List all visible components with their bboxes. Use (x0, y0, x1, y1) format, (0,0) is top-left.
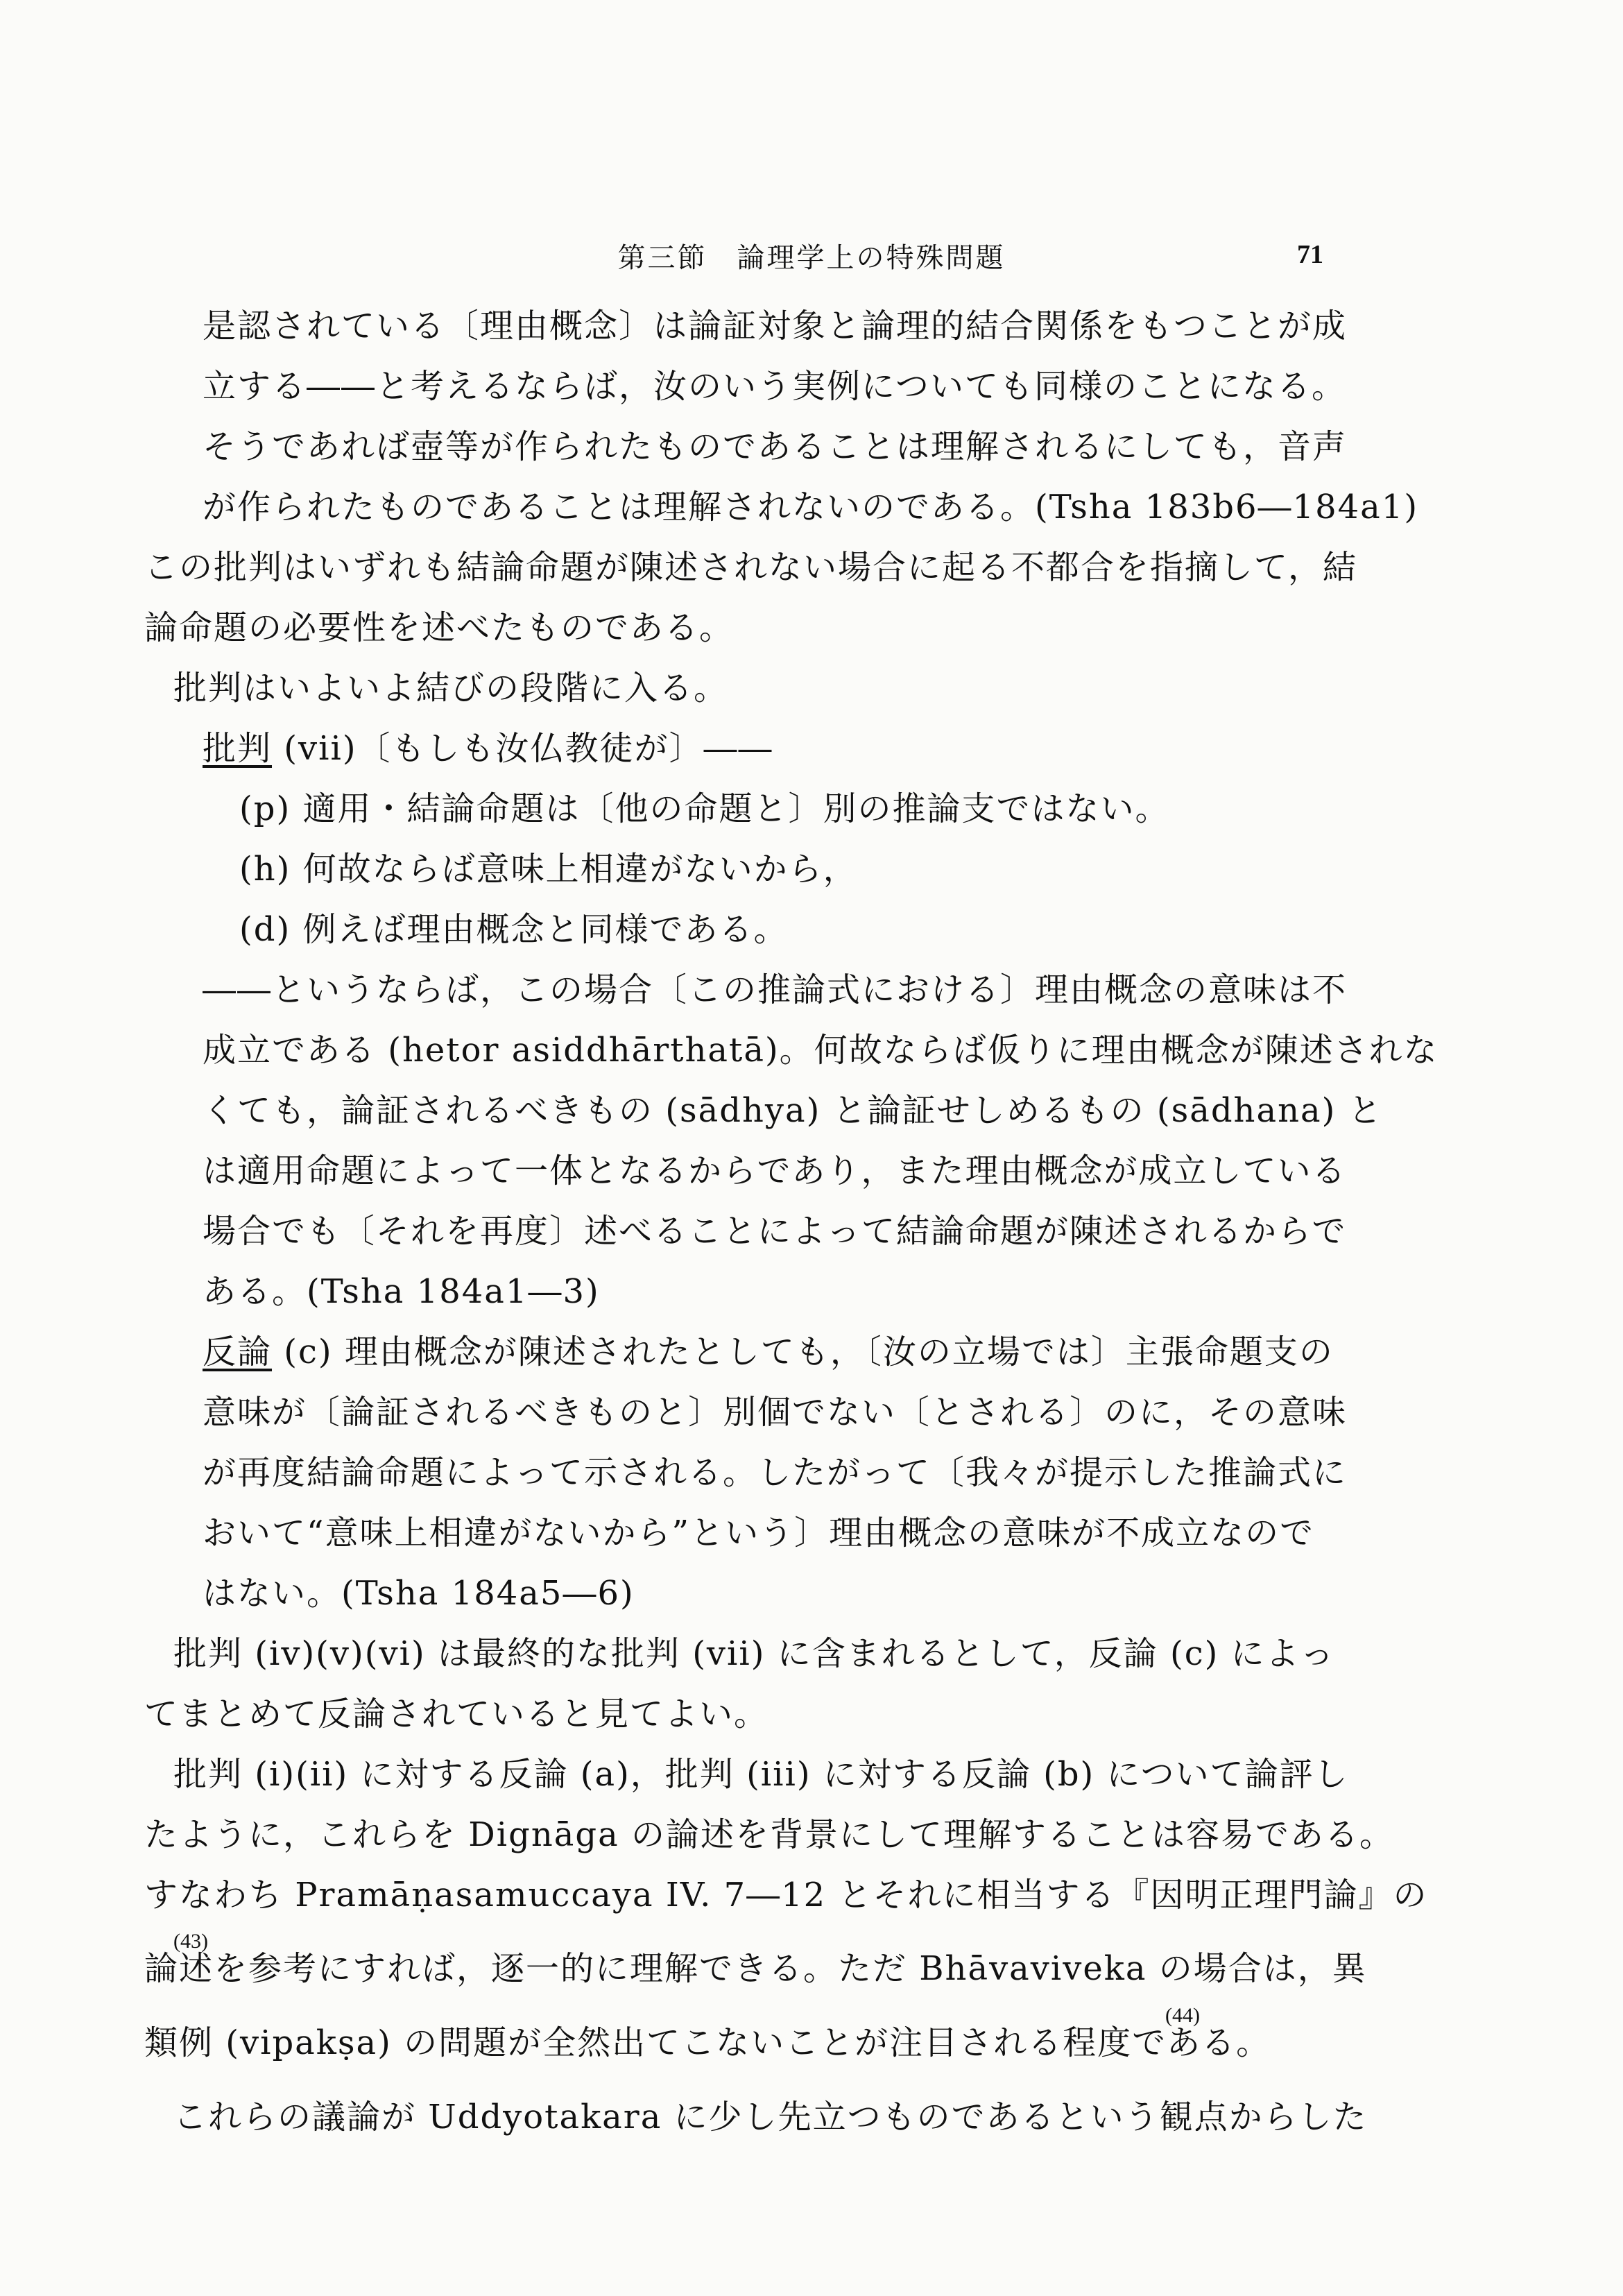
page-number: 71 (1297, 240, 1323, 269)
text-line: 立する――と考えるならば，汝のいう実例についても同様のことになる。 (203, 367, 1347, 406)
text-line (203, 728, 773, 769)
critique-label: 批判 (203, 729, 273, 768)
text-line: (d) 例えば理由概念と同様である。 (239, 910, 789, 949)
text-line: が再度結論命題によって示される。したがって〔我々が提示した推論式に (203, 1453, 1348, 1492)
text-line: 類例 (vipakṣa) の問題が全然出てこないことが注目される程度である。 (144, 2023, 1271, 2062)
text-line: くても，論証されるべきもの (sādhya) と論証せしめるもの (sādhana) と (203, 1091, 1383, 1130)
text-line: 意味が〔論証されるべきものと〕別個でない〔とされる〕のに，その意味 (203, 1393, 1348, 1432)
footnote-ref-44: (44) (1165, 2004, 1200, 2027)
text-line: そうであれば壺等が作られたものであることは理解されるにしても，音声 (203, 427, 1348, 466)
text-line: は適用命題によって一体となるからであり，また理由概念が成立している (203, 1151, 1347, 1190)
text-line: が作られたものであることは理解されないのである。(Tsha 183b6―184a1) (203, 488, 1419, 526)
text-line: 是認されている〔理由概念〕は論証対象と論理的結合関係をもつことが成 (203, 307, 1348, 345)
text-line: 論命題の必要性を述べたものである。 (144, 608, 735, 647)
page-header-title: 第三節 論理学上の特殊問題 (617, 242, 1006, 274)
text-line: おいて“意味上相違がないから”という〕理由概念の意味が不成立なので (203, 1514, 1315, 1552)
text-line: ある。(Tsha 184a1―3) (203, 1272, 600, 1311)
text-line: (h) 何故ならば意味上相違がないから， (239, 850, 858, 889)
text-line: たように，これらを Dignāga の論述を背景にして理解することは容易である。 (144, 1815, 1394, 1854)
text-line (203, 1331, 1334, 1373)
text-fragment: (c) 理由概念が陳述されたとしても，〔汝の立場では〕主張命題支の (284, 1333, 1334, 1371)
text-line: 批判はいよいよ結びの段階に入る。 (173, 669, 729, 708)
text-line: 批判 (iv)(v)(vi) は最終的な批判 (vii) に含まれるとして，反論 (c) によっ (173, 1634, 1335, 1673)
text-line: これらの議論が Uddyotakara に少し先立つものであるという観点からした (173, 2098, 1368, 2136)
text-line: てまとめて反論されていると見てよい。 (144, 1695, 769, 1733)
text-line: (p) 適用・結論命題は〔他の命題と〕別の推論支ではない。 (239, 789, 1170, 828)
footnote-ref-43: (43) (173, 1930, 208, 1953)
text-fragment: (vii)〔もしも汝仏教徒が〕―― (284, 729, 773, 768)
text-line: すなわち Pramāṇasamuccaya IV. 7―12 とそれに相当する『因明正理門論』の (144, 1876, 1428, 1914)
text-line: 論述を参考にすれば，逐一的に理解できる。ただ Bhāvaviveka の場合は，異 (144, 1949, 1367, 1988)
text-line: 成立である (hetor asiddhārthatā)。何故ならば仮りに理由概念が陳述されな (203, 1031, 1439, 1070)
text-line: この批判はいずれも結論命題が陳述されない場合に起る不都合を指摘して，結 (144, 548, 1358, 587)
text-line: ――というならば，この場合〔この推論式における〕理由概念の意味は不 (203, 970, 1348, 1009)
text-line: はない。(Tsha 184a5―6) (203, 1574, 635, 1613)
text-line: 場合でも〔それを再度〕述べることによって結論命題が陳述されるからで (203, 1212, 1347, 1251)
text-line: 批判 (i)(ii) に対する反論 (a)，批判 (iii) に対する反論 (b) について論評し (173, 1755, 1349, 1794)
rebuttal-label: 反論 (203, 1333, 273, 1371)
